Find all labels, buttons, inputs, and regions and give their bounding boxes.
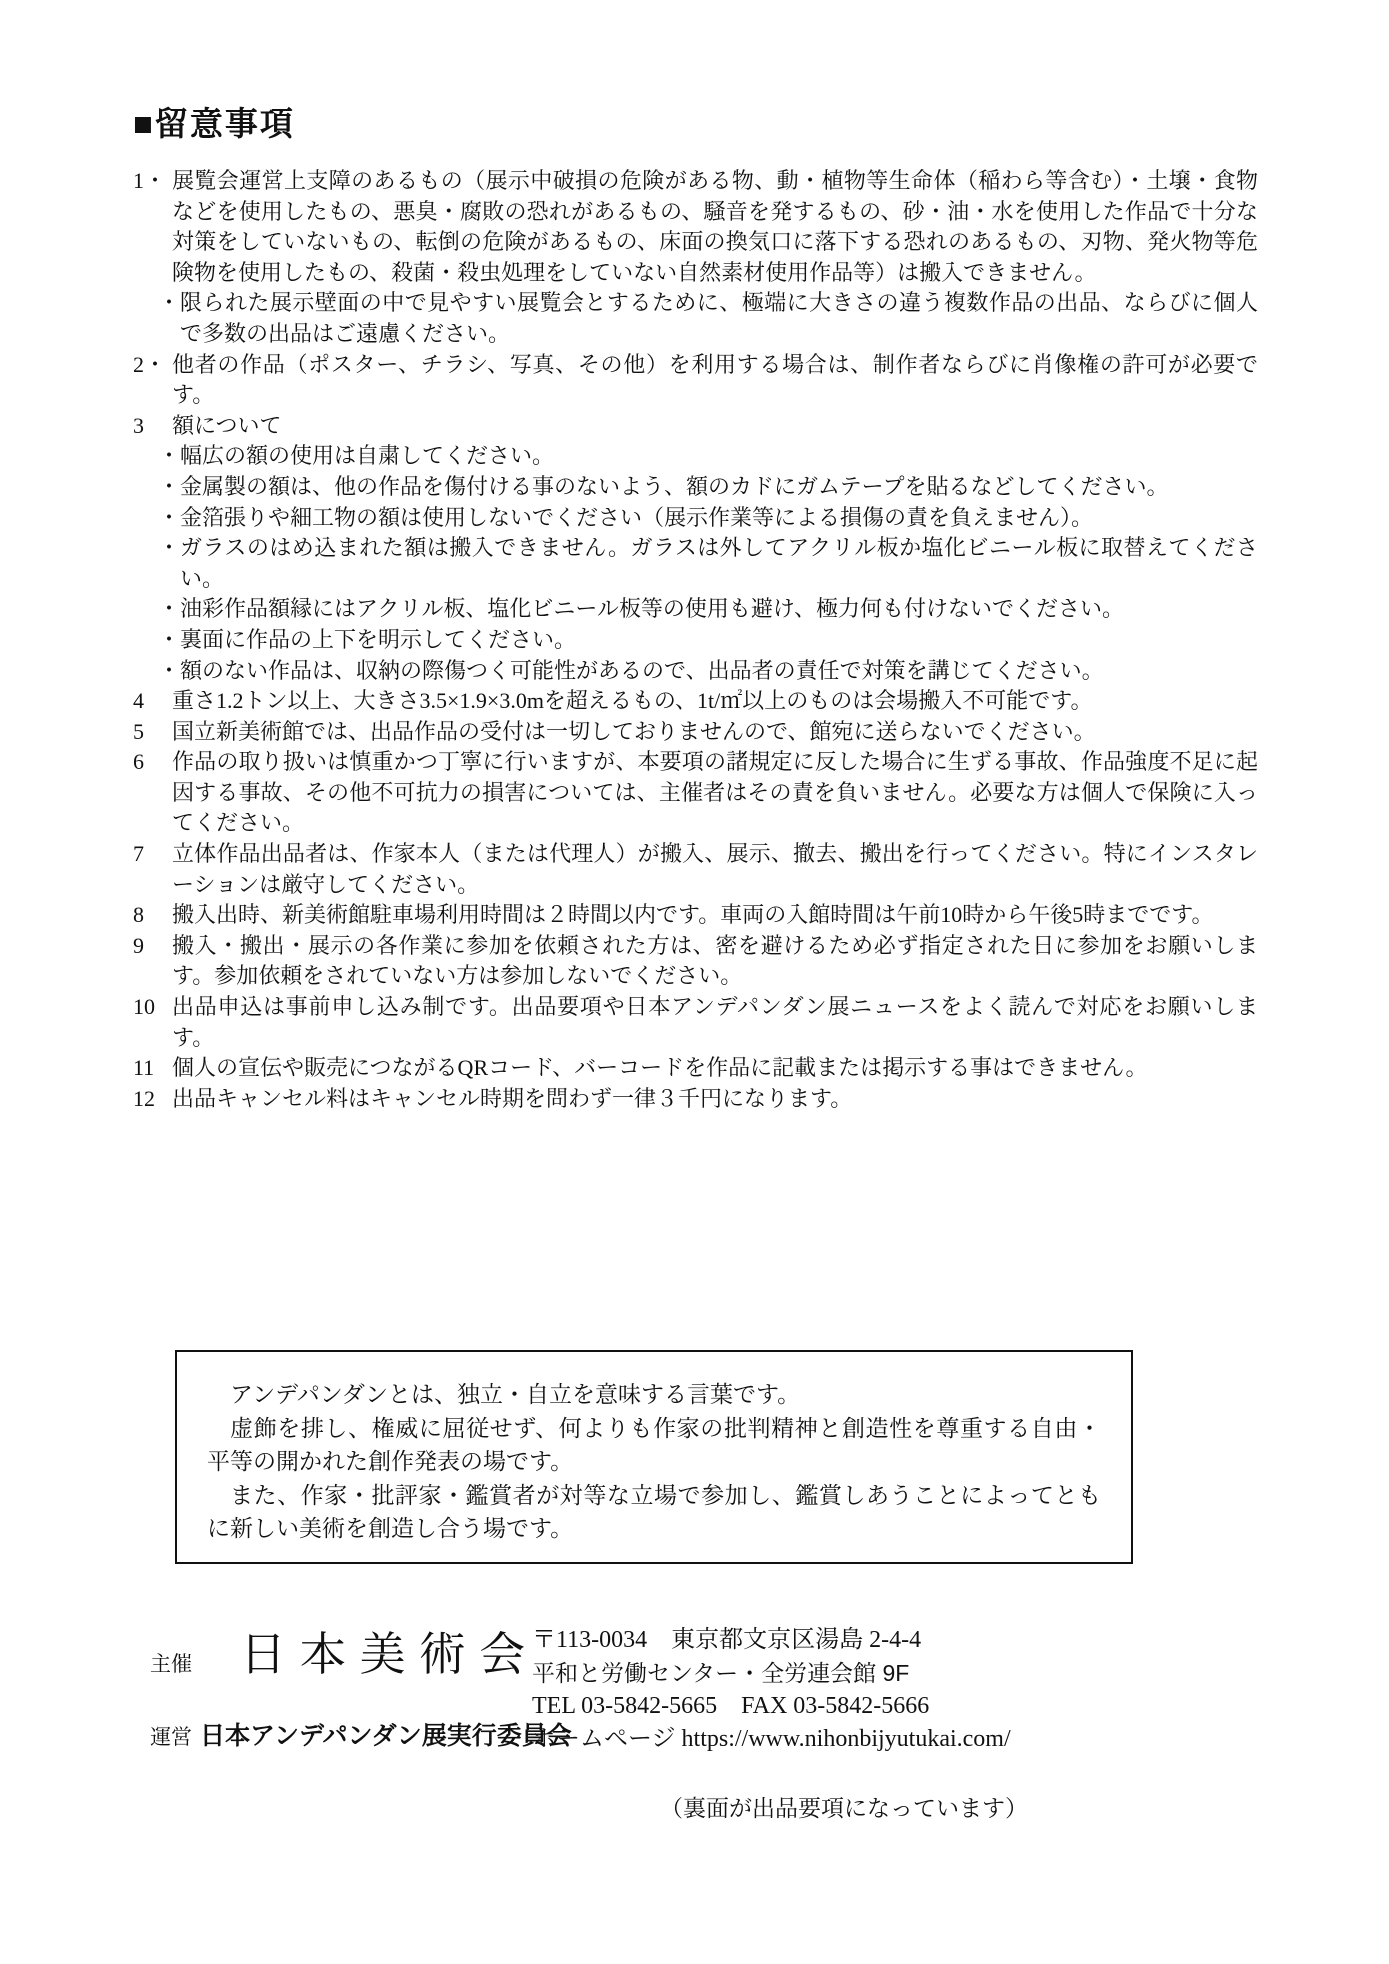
note-subtext: 額のない作品は、収納の際傷つく可能性があるので、出品者の責任で対策を講じてください。 (180, 657, 1104, 683)
note-number: 10 (133, 994, 155, 1020)
note-subtext: 油彩作品額縁にはアクリル板、塩化ビニール板等の使用も避け、極力何も付けないでください。 (180, 596, 1125, 622)
bullet-icon: ・ (158, 626, 181, 652)
note-subtext: 金属製の額は、他の作品を傷付ける事のないよう、額のカドにガムテープを貼るなどしてください。 (180, 473, 1169, 499)
organizer-label: 主催 (150, 1652, 192, 1676)
note-item (133, 992, 1258, 1053)
note-number: 6 (133, 749, 144, 775)
bullet-icon: ・ (158, 443, 181, 469)
note-item (133, 1053, 1258, 1084)
note-text: 搬入出時、新美術館駐車場利用時間は２時間以内です。車両の入館時間は午前10時から午後5時までです。 (172, 902, 1214, 928)
note-subitem (158, 625, 1258, 656)
note-item (133, 839, 1258, 900)
postal-address: 〒113-0034 東京都文京区湯島 2-4-4 (532, 1627, 922, 1653)
box-paragraph: アンデパンダンとは、独立・自立を意味する言葉です。 (230, 1381, 801, 1407)
note-subitem (158, 533, 1258, 594)
note-text: 出品申込は事前申し込み制です。出品要項や日本アンデパンダン展ニュースをよく読んで対応をお願いします。 (172, 994, 1258, 1050)
homepage-label: ホームページ (532, 1726, 676, 1752)
address-block (532, 1624, 1011, 1756)
note-item (133, 686, 1258, 717)
note-number: 2・ (133, 351, 167, 377)
note-text: 立体作品出品者は、作家本人（または代理人）が搬入、展示、撤去、搬出を行ってください。特にインスタレーションは厳守してください。 (172, 841, 1258, 897)
note-number: 4 (133, 688, 144, 714)
note-number: 12 (133, 1085, 155, 1111)
note-subitem (158, 503, 1258, 534)
bullet-icon: ・ (158, 290, 181, 316)
note-item (133, 900, 1258, 931)
organizer-name: 日本美術会 (240, 1629, 539, 1680)
homepage-url: https://www.nihonbijyutukai.com/ (681, 1726, 1011, 1752)
box-paragraph: 虚飾を排し、権威に屈従せず、何よりも作家の批判精神と創造性を尊重する自由・平等の開かれた創作発表の場です。 (207, 1414, 1101, 1474)
note-subtext: 金箔張りや細工物の額は使用しないでください（展示作業等による損傷の責を負えません）。 (180, 504, 1094, 530)
note-item (133, 931, 1258, 992)
note-text: 個人の宣伝や販売につながるQRコード、バーコードを作品に記載または掲示する事はできません。 (172, 1055, 1148, 1081)
note-subitem (158, 656, 1258, 687)
note-number: 7 (133, 841, 144, 867)
note-item (133, 350, 1258, 411)
note-text: 出品キャンセル料はキャンセル時期を問わず一律３千円になります。 (172, 1085, 853, 1111)
note-text: 作品の取り扱いは慎重かつ丁寧に行いますが、本要項の諸規定に反した場合に生ずる事故、作品強度不足に起因する事故、その他不可抗力の損害については、主催者はその責を負いません。必要な方は個人で保険に入ってください。 (172, 749, 1258, 836)
note-text: 展覧会運営上支障のあるもの（展示中破損の危険がある物、動・植物等生命体（稲わら等含む）・土壌・食物などを使用したもの、悪臭・腐敗の恐れがあるもの、騒音を発するもの、砂・油・水を使用した作品で十分な対策をしていないもの、転倒の危険があるもの、床面の換気口に落下する恐れのあるもの、刃物、発火物等危険物を使用したもの、殺菌・殺虫処理をしていない自然素材使用作品等）は搬入できません。 (172, 168, 1258, 285)
footer (148, 1622, 1278, 1782)
note-subitem (158, 472, 1258, 503)
note-number: 5 (133, 718, 144, 744)
note-subtext: 幅広の額の使用は自粛してください。 (180, 443, 555, 469)
note-subitem (158, 288, 1258, 349)
bullet-icon: ・ (158, 535, 181, 561)
page-title: ■留意事項 (133, 105, 295, 142)
note-subtext: 裏面に作品の上下を明示してください。 (180, 626, 577, 652)
note-item (133, 747, 1258, 839)
back-side-note: （裏面が出品要項になっています） (660, 1796, 1028, 1821)
bullet-icon: ・ (158, 473, 181, 499)
note-text: 国立新美術館では、出品作品の受付は一切しておりませんので、館宛に送らないでください。 (172, 718, 1096, 744)
building-address: 平和と労働センター・全労連会館 9F (532, 1660, 910, 1686)
note-text: 重さ1.2トン以上、大きさ3.5×1.9×3.0mを超えるもの、1t/㎡以上のものは会場搬入不可能です。 (172, 688, 1093, 714)
note-item (133, 717, 1258, 748)
note-text: 他者の作品（ポスター、チラシ、写真、その他）を利用する場合は、制作者ならびに肖像権の許可が必要です。 (172, 351, 1258, 408)
operator-label: 運営 (150, 1725, 192, 1749)
note-number: 9 (133, 932, 144, 958)
notes-list (133, 166, 1258, 1336)
note-subtext: 限られた展示壁面の中で見やすい展覧会とするために、極端に大きさの違う複数作品の出品、ならびに個人で多数の出品はご遠慮ください。 (180, 290, 1258, 346)
note-subitem (158, 594, 1258, 625)
bullet-icon: ・ (158, 504, 181, 530)
note-number: 8 (133, 902, 144, 928)
bullet-icon: ・ (158, 657, 181, 683)
note-item (133, 1084, 1258, 1115)
note-number: 3 (133, 412, 144, 438)
homepage-line (532, 1723, 1011, 1756)
note-number: 1・ (133, 168, 167, 193)
note-item (133, 411, 1258, 442)
box-paragraph: また、作家・批評家・鑑賞者が対等な立場で参加し、鑑賞しあうことによってともに新しい美術を創造し合う場です。 (207, 1481, 1101, 1541)
bullet-icon: ・ (158, 596, 181, 622)
note-item (133, 166, 1258, 288)
note-subitem (158, 441, 1258, 472)
note-text: 搬入・搬出・展示の各作業に参加を依頼された方は、密を避けるため必ず指定された日に参加をお願いします。参加依頼をされていない方は参加しないでください。 (172, 932, 1258, 989)
note-subtext: ガラスのはめ込まれた額は搬入できません。ガラスは外してアクリル板か塩化ビニール板に取替えてください。 (180, 535, 1258, 591)
note-number: 11 (133, 1055, 155, 1081)
operator-name: 日本アンデパンダン展実行委員会 (200, 1722, 572, 1750)
independant-definition-box (175, 1350, 1133, 1564)
tel-fax: TEL 03-5842-5665 FAX 03-5842-5666 (532, 1693, 930, 1719)
note-text: 額について (172, 412, 282, 438)
